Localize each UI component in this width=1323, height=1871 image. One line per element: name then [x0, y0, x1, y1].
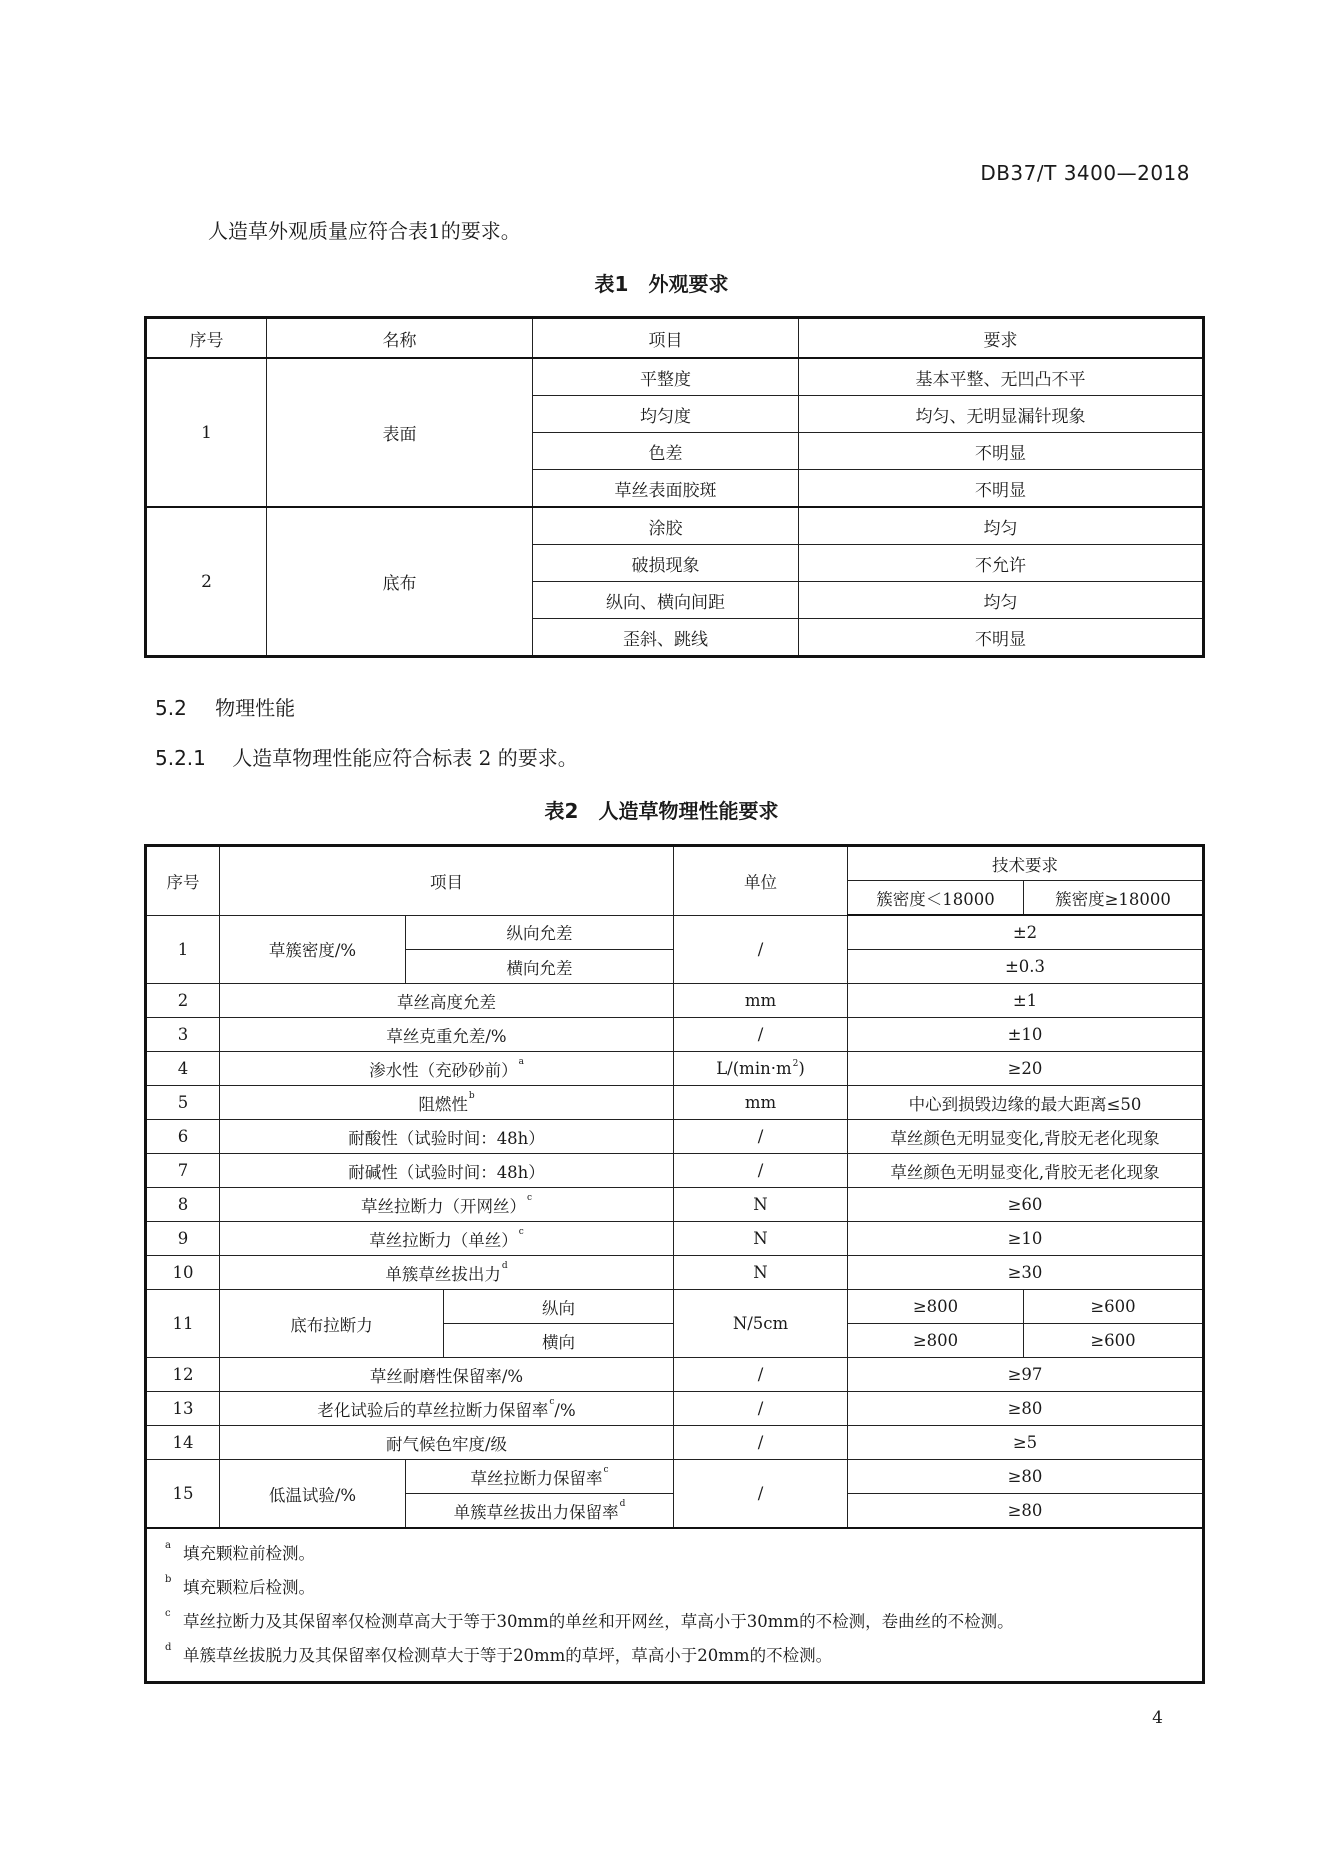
unit-cell: / [674, 1426, 848, 1460]
header-requirement: 要求 [799, 318, 1204, 359]
clause-number: 5.2.1 [155, 746, 206, 770]
table-header-row [146, 318, 1204, 359]
requirement-cell: 不明显 [799, 470, 1204, 508]
table-row [146, 915, 1204, 950]
table-row [146, 1120, 1204, 1154]
footnote-mark: d [619, 1498, 626, 1509]
header-item: 项目 [220, 846, 674, 916]
section-number: 5.2 [155, 696, 187, 720]
item-text-end: /% [554, 1400, 576, 1420]
unit-cell: / [674, 1018, 848, 1052]
table-row [146, 1188, 1204, 1222]
row-no: 15 [146, 1460, 220, 1529]
requirement-cell: ≥60 [848, 1188, 1204, 1222]
item-cell: 草丝表面胶斑 [533, 470, 799, 508]
physical-properties-table [144, 844, 1205, 1684]
requirement-cell: ≥800 [848, 1290, 1024, 1324]
footnote-mark: b [468, 1090, 475, 1101]
footnote-mark: c [526, 1192, 533, 1203]
unit-cell: / [674, 1392, 848, 1426]
appearance-table [144, 316, 1205, 658]
unit-cell: N [674, 1188, 848, 1222]
requirement-cell: ≥80 [848, 1494, 1204, 1529]
item-text: 阻燃性 [418, 1094, 468, 1114]
footnote-mark: d [501, 1260, 508, 1271]
table-row [146, 1052, 1204, 1086]
row-no: 9 [146, 1222, 220, 1256]
row-no: 5 [146, 1086, 220, 1120]
unit-text-end: ) [798, 1059, 805, 1078]
table-row [146, 1154, 1204, 1188]
table-row [146, 507, 1204, 545]
note-mark: a [165, 1540, 171, 1551]
note-mark: b [165, 1574, 172, 1585]
item-cell: 草丝克重允差/% [220, 1018, 674, 1052]
row-no: 10 [146, 1256, 220, 1290]
table1-caption: 表1 外观要求 [594, 272, 729, 296]
header-unit: 单位 [674, 846, 848, 916]
header-name: 名称 [267, 318, 533, 359]
requirement-cell: ≥800 [848, 1324, 1024, 1358]
subitem-cell: 横向 [444, 1324, 674, 1358]
requirement-cell: 草丝颜色无明显变化,背胶无老化现象 [848, 1120, 1204, 1154]
item-cell: 低温试验/% [220, 1460, 406, 1529]
note-b [165, 1571, 1202, 1605]
requirement-cell: 均匀 [799, 507, 1204, 545]
header-item: 项目 [533, 318, 799, 359]
item-cell: 草丝高度允差 [220, 984, 674, 1018]
header-tech-requirement: 技术要求 [848, 846, 1204, 881]
item-cell: 草簇密度/% [220, 915, 406, 984]
group-no: 1 [146, 358, 267, 507]
subitem-cell: 纵向 [444, 1290, 674, 1324]
group-name: 表面 [267, 358, 533, 507]
item-cell: 底布拉断力 [220, 1290, 444, 1358]
requirement-cell: ±10 [848, 1018, 1204, 1052]
item-cell [220, 1188, 674, 1222]
table-row [146, 1018, 1204, 1052]
clause-text: 人造草物理性能应符合标表 2 的要求。 [232, 746, 578, 770]
item-cell: 耐碱性（试验时间：48h） [220, 1154, 674, 1188]
subitem-text: 草丝拉断力保留率 [470, 1468, 603, 1488]
requirement-cell: 基本平整、无凹凸不平 [799, 358, 1204, 396]
row-no: 6 [146, 1120, 220, 1154]
table-notes [146, 1528, 1204, 1683]
requirement-cell: 不允许 [799, 545, 1204, 582]
note-mark: d [165, 1642, 172, 1653]
requirement-cell: ≥30 [848, 1256, 1204, 1290]
subitem-cell: 纵向允差 [406, 915, 674, 950]
item-cell: 歪斜、跳线 [533, 619, 799, 657]
unit-cell: / [674, 1154, 848, 1188]
note-text: 草丝拉断力及其保留率仅检测草高大于等于30mm的单丝和开网丝，草高小于30mm的不检测，卷曲丝的不检测。 [183, 1612, 1014, 1631]
unit-cell: / [674, 1460, 848, 1529]
item-cell: 纵向、横向间距 [533, 582, 799, 619]
note-c [165, 1605, 1202, 1639]
table-row [146, 1460, 1204, 1494]
row-no: 13 [146, 1392, 220, 1426]
requirement-cell: 均匀、无明显漏针现象 [799, 396, 1204, 433]
requirement-cell: 草丝颜色无明显变化,背胶无老化现象 [848, 1154, 1204, 1188]
item-cell [220, 1256, 674, 1290]
table-row [146, 358, 1204, 396]
header-density-low: 簇密度＜18000 [848, 881, 1024, 916]
table-header-row [146, 846, 1204, 881]
document-number: DB37/T 3400—2018 [980, 161, 1190, 185]
intro-paragraph: 人造草外观质量应符合表1的要求。 [208, 219, 521, 243]
unit-cell: N [674, 1222, 848, 1256]
footnote-mark: a [518, 1056, 524, 1067]
unit-cell: mm [674, 984, 848, 1018]
requirement-cell: ≥80 [848, 1460, 1204, 1494]
table-row [146, 1256, 1204, 1290]
item-cell: 破损现象 [533, 545, 799, 582]
table2-caption: 表2 人造草物理性能要求 [544, 799, 779, 823]
unit-superscript: 2 [792, 1059, 799, 1069]
note-mark: c [165, 1608, 171, 1619]
unit-cell: N/5cm [674, 1290, 848, 1358]
item-cell: 草丝耐磨性保留率/% [220, 1358, 674, 1392]
requirement-cell: ≥5 [848, 1426, 1204, 1460]
section-5-2-heading [155, 692, 295, 721]
table-row [146, 1392, 1204, 1426]
header-no: 序号 [146, 846, 220, 916]
group-name: 底布 [267, 507, 533, 657]
requirement-cell: ≥10 [848, 1222, 1204, 1256]
unit-cell: / [674, 1358, 848, 1392]
group-no: 2 [146, 507, 267, 657]
subitem-text: 单簇草丝拔出力保留率 [453, 1502, 619, 1522]
header-density-high: 簇密度≥18000 [1024, 881, 1204, 916]
requirement-cell: ±0.3 [848, 950, 1204, 984]
row-no: 3 [146, 1018, 220, 1052]
footnote-mark: c [549, 1396, 555, 1407]
row-no: 2 [146, 984, 220, 1018]
subitem-cell [406, 1494, 674, 1529]
header-no: 序号 [146, 318, 267, 359]
table-row [146, 1358, 1204, 1392]
item-text: 草丝拉断力（开网丝） [360, 1196, 526, 1216]
unit-cell: N [674, 1256, 848, 1290]
requirement-cell: ≥600 [1024, 1290, 1204, 1324]
row-no: 7 [146, 1154, 220, 1188]
item-cell: 色差 [533, 433, 799, 470]
requirement-cell: ≥600 [1024, 1324, 1204, 1358]
row-no: 4 [146, 1052, 220, 1086]
unit-cell: / [674, 1120, 848, 1154]
requirement-cell: ≥20 [848, 1052, 1204, 1086]
item-cell: 涂胶 [533, 507, 799, 545]
row-no: 1 [146, 915, 220, 984]
row-no: 14 [146, 1426, 220, 1460]
requirement-cell: 均匀 [799, 582, 1204, 619]
item-cell: 平整度 [533, 358, 799, 396]
item-cell [220, 1052, 674, 1086]
requirement-cell: ≥97 [848, 1358, 1204, 1392]
row-no: 11 [146, 1290, 220, 1358]
item-text: 渗水性（充砂砂前） [369, 1060, 518, 1080]
note-a [165, 1537, 1202, 1571]
clause-5-2-1 [155, 742, 578, 771]
footnote-mark: c [603, 1464, 609, 1475]
subitem-cell: 横向允差 [406, 950, 674, 984]
requirement-cell: 中心到损毁边缘的最大距离≤50 [848, 1086, 1204, 1120]
page-number: 4 [1152, 1708, 1163, 1728]
unit-text: L/(min·m [716, 1059, 792, 1078]
item-cell: 耐气候色牢度/级 [220, 1426, 674, 1460]
table-row [146, 1086, 1204, 1120]
unit-cell [674, 1052, 848, 1086]
table-row [146, 1290, 1204, 1324]
item-cell [220, 1222, 674, 1256]
section-title: 物理性能 [215, 696, 296, 720]
table-notes-row [146, 1528, 1204, 1683]
row-no: 8 [146, 1188, 220, 1222]
unit-cell: / [674, 915, 848, 984]
requirement-cell: ±1 [848, 984, 1204, 1018]
requirement-cell: 不明显 [799, 433, 1204, 470]
row-no: 12 [146, 1358, 220, 1392]
requirement-cell: ±2 [848, 915, 1204, 950]
item-cell [220, 1392, 674, 1426]
table-row [146, 984, 1204, 1018]
table-row [146, 1222, 1204, 1256]
item-text: 老化试验后的草丝拉断力保留率 [317, 1400, 549, 1420]
note-text: 填充颗粒后检测。 [183, 1578, 315, 1597]
subitem-cell [406, 1460, 674, 1494]
item-text: 单簇草丝拔出力 [385, 1264, 501, 1284]
item-cell: 均匀度 [533, 396, 799, 433]
item-cell: 耐酸性（试验时间：48h） [220, 1120, 674, 1154]
note-text: 填充颗粒前检测。 [183, 1544, 315, 1563]
requirement-cell: 不明显 [799, 619, 1204, 657]
note-d [165, 1639, 1202, 1673]
requirement-cell: ≥80 [848, 1392, 1204, 1426]
item-cell [220, 1086, 674, 1120]
note-text: 单簇草丝拔脱力及其保留率仅检测草大于等于20mm的草坪，草高小于20mm的不检测。 [183, 1646, 833, 1665]
table-row [146, 1426, 1204, 1460]
item-text: 草丝拉断力（单丝） [369, 1230, 518, 1250]
footnote-mark: c [518, 1226, 524, 1237]
unit-cell: mm [674, 1086, 848, 1120]
